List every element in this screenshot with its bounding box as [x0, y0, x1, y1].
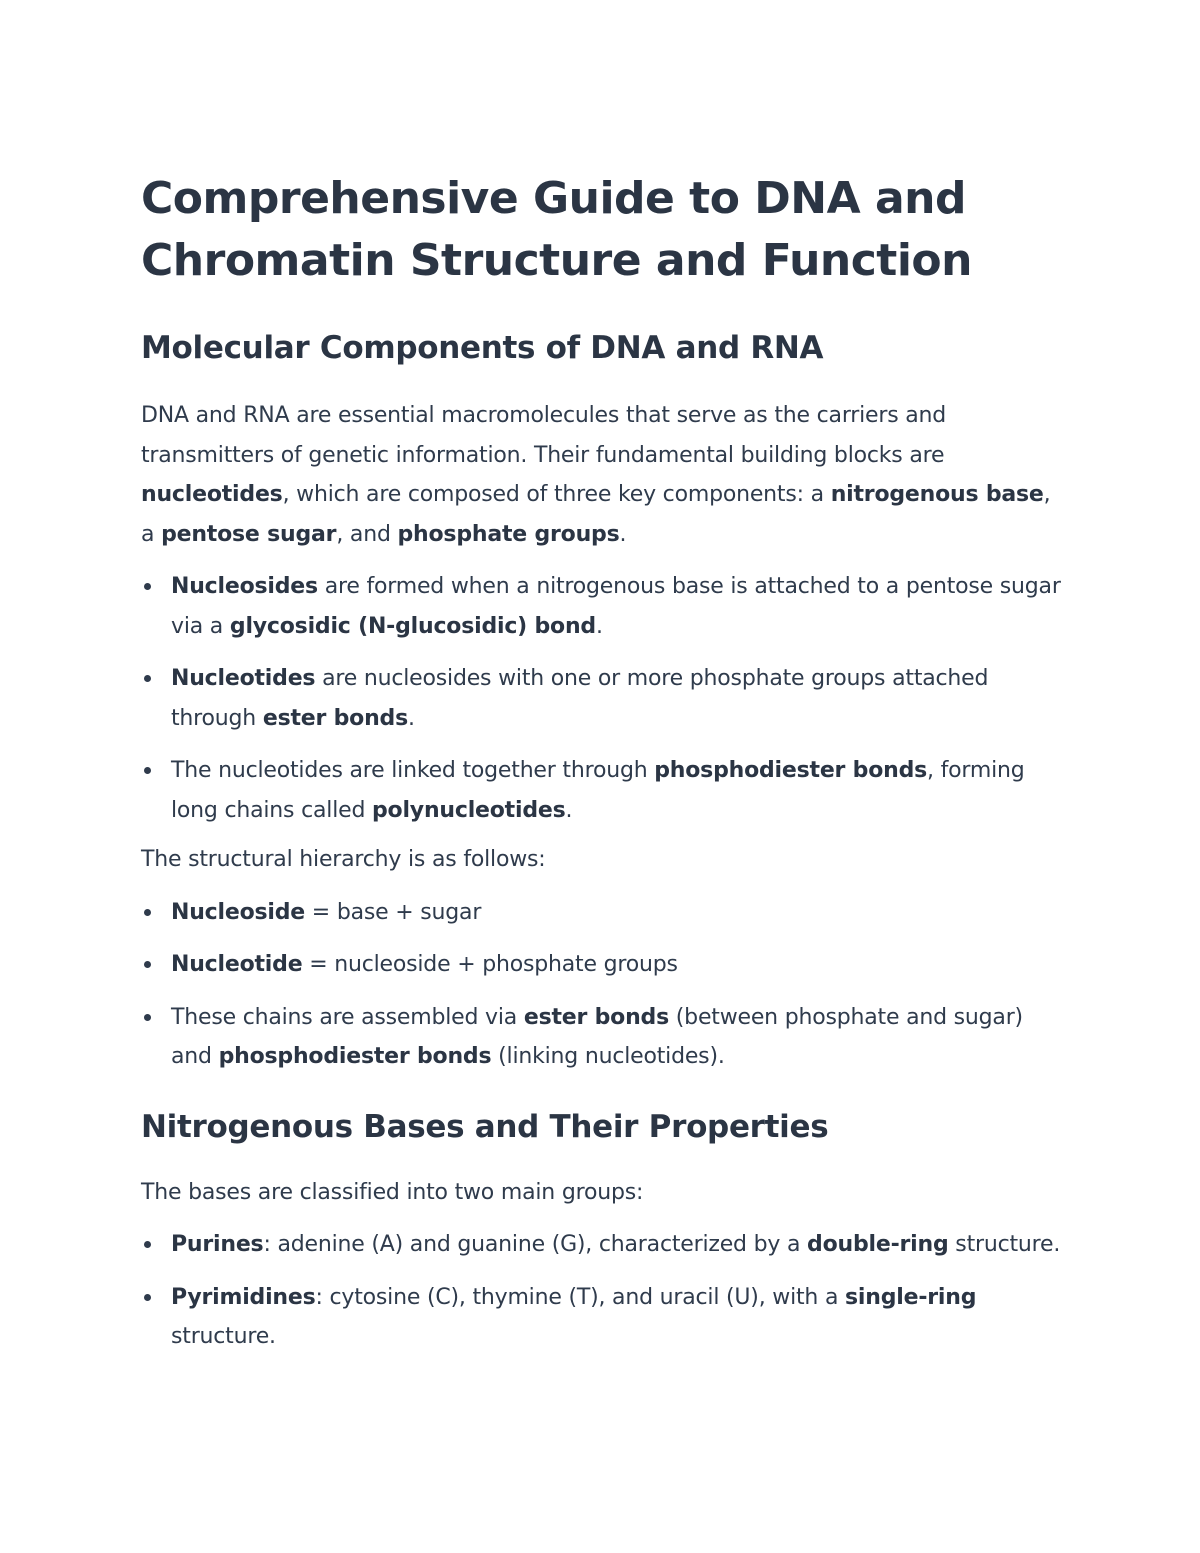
title-line-1: Comprehensive Guide to DNA and	[141, 173, 966, 224]
section-heading-nitrogenous-bases: Nitrogenous Bases and Their Properties	[141, 1108, 829, 1145]
bold-term: Purines	[171, 1232, 264, 1257]
bold-term: ester bonds	[523, 1004, 669, 1030]
bullet-icon	[144, 1014, 151, 1021]
text: = nucleoside + phosphate groups	[302, 952, 678, 977]
text: = base + sugar	[305, 899, 482, 925]
bold-term: Pyrimidines	[171, 1284, 316, 1310]
bold-term: phosphate groups	[397, 521, 620, 547]
list-item	[141, 659, 1061, 738]
text: .	[407, 705, 415, 731]
list-item	[141, 751, 1061, 830]
bold-term: double-ring	[807, 1232, 949, 1257]
text: The nucleotides are linked together through	[171, 758, 655, 783]
intro-paragraph	[141, 396, 1061, 554]
text: : adenine (A) and guanine (G), characterized by a	[263, 1232, 808, 1257]
bold-term: pentose sugar	[161, 521, 337, 547]
text: , forming long chains called	[171, 758, 1025, 823]
text: (between phosphate and sugar) and	[171, 1004, 1023, 1069]
bullet-icon	[144, 675, 151, 682]
bold-term: glycosidic (N-glucosidic) bond	[229, 613, 596, 639]
list-item	[141, 1225, 1061, 1265]
list-item	[141, 998, 1061, 1077]
list-item	[141, 945, 1061, 985]
hierarchy-intro: The structural hierarchy is as follows:	[141, 847, 546, 872]
bases-list	[141, 1225, 1061, 1357]
bold-term: nucleotides	[141, 482, 283, 507]
bold-term: Nucleosides	[171, 574, 318, 599]
bullet-icon	[144, 583, 151, 590]
bold-term: single-ring	[845, 1284, 977, 1310]
text: , and	[336, 521, 398, 547]
document-title	[141, 168, 1061, 292]
text: DNA and RNA are essential macromolecules that serve as the carriers and transmitters of genetic information. Their fundamental building blocks are	[141, 403, 947, 468]
list-item	[141, 567, 1061, 646]
bold-term: polynucleotides	[372, 797, 566, 823]
bold-term: nitrogenous base	[830, 482, 1044, 507]
list-item	[141, 1278, 1061, 1357]
bullet-icon	[144, 1241, 151, 1248]
text: These chains are assembled via	[171, 1004, 524, 1030]
text: are formed when a nitrogenous base is attached to a pentose sugar via a	[171, 574, 1061, 639]
text: .	[619, 521, 627, 547]
list-item	[141, 893, 1061, 933]
bullet-icon	[144, 1294, 151, 1301]
bold-term: ester bonds	[262, 705, 408, 731]
components-list	[141, 567, 1061, 830]
text: (linking nucleotides).	[491, 1044, 725, 1069]
text: structure.	[171, 1324, 276, 1349]
text: .	[595, 613, 603, 639]
bold-term: Nucleotide	[171, 952, 303, 977]
document-page	[141, 168, 1061, 1357]
bullet-icon	[144, 909, 151, 916]
text: are nucleosides with one or more phosphate groups attached through	[171, 666, 989, 731]
text: structure.	[948, 1232, 1061, 1257]
bold-term: phosphodiester bonds	[218, 1044, 492, 1069]
bold-term: Nucleotides	[171, 666, 316, 691]
bold-term: Nucleoside	[171, 899, 305, 925]
text: .	[565, 797, 573, 823]
bullet-icon	[144, 961, 151, 968]
section-heading-molecular-components: Molecular Components of DNA and RNA	[141, 330, 824, 366]
bold-term: phosphodiester bonds	[654, 758, 928, 783]
bases-intro: The bases are classified into two main groups:	[141, 1179, 644, 1205]
text: , which are composed of three key components: a	[282, 482, 831, 507]
text: , a	[141, 482, 1051, 547]
bullet-icon	[144, 767, 151, 774]
text: : cytosine (C), thymine (T), and uracil (U), with a	[315, 1284, 846, 1310]
title-line-2: Chromatin Structure and Function	[141, 235, 972, 286]
hierarchy-list	[141, 893, 1061, 1077]
